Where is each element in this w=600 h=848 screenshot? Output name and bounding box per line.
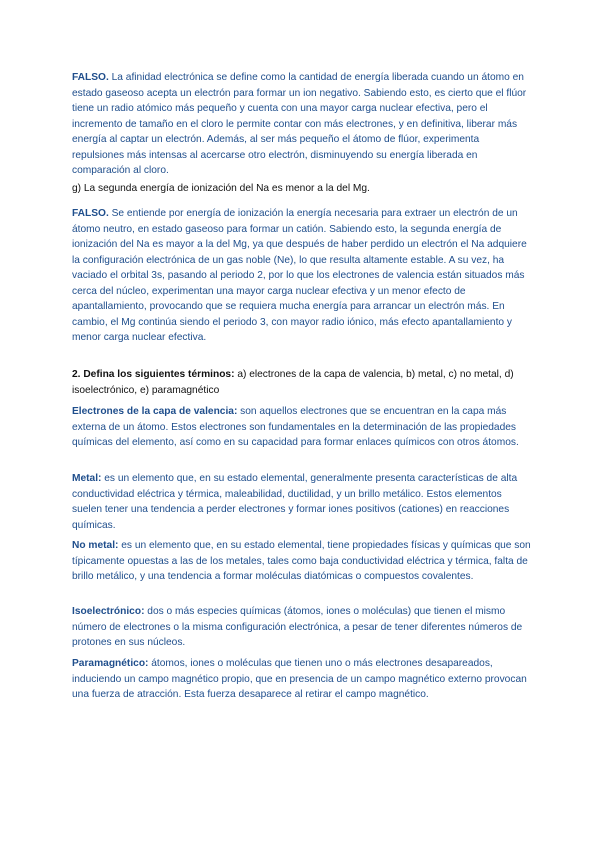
answer-f-paragraph bbox=[72, 70, 532, 179]
question-2 bbox=[72, 367, 532, 398]
definition-body: átomos, iones o moléculas que tienen uno o más electrones desapareados, induciendo un campo magnético propio, que en presencia de un campo magnético externo provocan una fuerza de atracción. Esta fuerza desaparece al retirar el campo magnético. bbox=[72, 658, 527, 700]
definition-nonmetal bbox=[72, 538, 532, 585]
definition-body: es un elemento que, en su estado elemental, tiene propiedades físicas y químicas que son típicamente opuestas a las de los metales, tales como baja conductividad eléctrica y térmica, falta de brillo metálico, y una tendencia a formar moléculas diatómicas o compuestos covalentes. bbox=[72, 540, 531, 582]
definition-body: son aquellos electrones que se encuentran en la capa más externa de un átomo. Estos electrones son fundamentales en la determinación de las propiedades químicas del elemento, así como en su capacidad para formar enlaces químicos con otros átomos. bbox=[72, 406, 519, 448]
definition-paramagnetic bbox=[72, 656, 532, 703]
answer-body: Se entiende por energía de ionización la energía necesaria para extraer un electrón de un átomo neutro, en estado gaseoso para formar un catión. Sabiendo esto, la segunda energía de ionización del Na es mayor a la del Mg, ya que después de haber perdido un electrón el Na adquiere la configuración electrónica de un gas noble (Ne), lo que resulta altamente estable. A su vez, ha vaciado el orbital 3s, pasando al periodo 2, por lo que los electrones de valencia están situados más cerca del núcleo, experimentan una mayor carga nuclear efectiva y un menor efecto de apantallamiento, provocando que se requiera mucha energía para arrancar un electrón más. En cambio, el Mg continúa siendo el periodo 3, con mayor radio iónico, más efecto apantallamiento y menor carga nuclear efectiva. bbox=[72, 208, 527, 343]
definition-metal bbox=[72, 471, 532, 533]
question-g bbox=[72, 181, 532, 197]
answer-g-paragraph bbox=[72, 206, 532, 346]
question-text: g) La segunda energía de ionización del Na es menor a la del Mg. bbox=[72, 183, 370, 194]
definition-body: es un elemento que, en su estado elemental, generalmente presenta características de alta conductividad eléctrica y térmica, maleabilidad, ductilidad, y un brillo metálico. Estos elementos suelen tener una tendencia a perder electrones y formar iones positivos (cationes) en reacciones químicas. bbox=[72, 473, 518, 531]
definition-term: Metal: bbox=[72, 473, 102, 484]
definition-term: Paramagnético: bbox=[72, 658, 149, 669]
answer-verdict: FALSO. bbox=[72, 72, 109, 83]
question-text: a) electrones de la capa de valencia, b) metal, c) no metal, d) isoelectrónico, e) paramagnético bbox=[72, 369, 514, 396]
definition-body: dos o más especies químicas (átomos, iones o moléculas) que tienen el mismo número de electrones o la misma configuración electrónica, a pesar de tener diferentes números de protones en sus núcleos. bbox=[72, 606, 523, 648]
answer-verdict: FALSO. bbox=[72, 208, 109, 219]
definition-valence-electrons bbox=[72, 404, 532, 451]
definition-term: No metal: bbox=[72, 540, 119, 551]
definition-term: Isoelectrónico: bbox=[72, 606, 145, 617]
definition-isoelectronic bbox=[72, 604, 532, 651]
definition-term: Electrones de la capa de valencia: bbox=[72, 406, 238, 417]
question-heading: 2. Defina los siguientes términos: bbox=[72, 369, 235, 380]
answer-body: La afinidad electrónica se define como la cantidad de energía liberada cuando un átomo en estado gaseoso acepta un electrón para formar un ion negativo. Sabiendo esto, es cierto que el flúor tiene un radio atómico más pequeño y cuenta con una mayor carga nuclear efectiva, pero el incremento de tamaño en el cloro le permite contar con más electrones, y en definitiva, liberar más energía al captar un electrón. Además, al ser más pequeño el átomo de flúor, experimenta repulsiones más intensas al acercarse otro electrón, disminuyendo su energía liberada en comparación al cloro. bbox=[72, 72, 527, 176]
